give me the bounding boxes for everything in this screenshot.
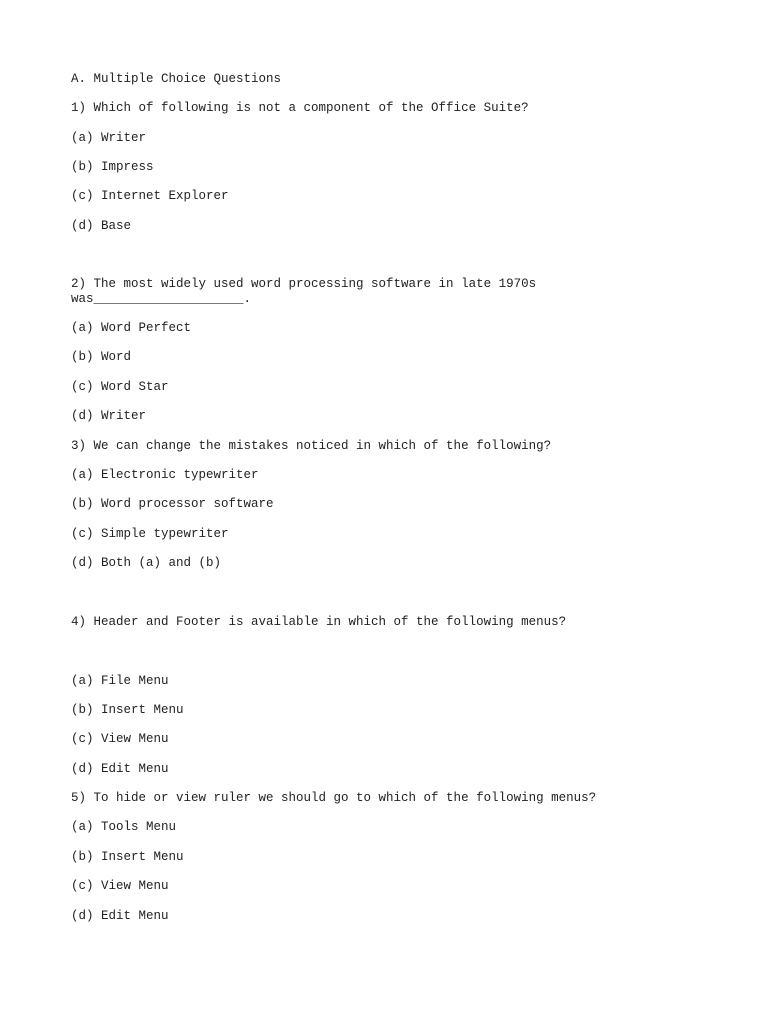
question-2-option-d: (d) Writer: [71, 409, 147, 423]
question-2-option-b: (b) Word: [71, 350, 132, 364]
question-2-text: 2) The most widely used word processing software in late 1970s: [71, 277, 537, 291]
question-2-option-a: (a) Word Perfect: [71, 321, 192, 335]
question-4-option-c: (c) View Menu: [71, 732, 169, 746]
question-2-option-c: (c) Word Star: [71, 380, 169, 394]
section-title: A. Multiple Choice Questions: [71, 72, 282, 86]
question-5-option-a: (a) Tools Menu: [71, 820, 177, 834]
question-3-option-a: (a) Electronic typewriter: [71, 468, 259, 482]
question-1-option-a: (a) Writer: [71, 131, 147, 145]
question-4-option-a: (a) File Menu: [71, 674, 169, 688]
question-4-text: 4) Header and Footer is available in which of the following menus?: [71, 615, 567, 629]
question-3-option-d: (d) Both (a) and (b): [71, 556, 222, 570]
question-1-text: 1) Which of following is not a component of the Office Suite?: [71, 101, 529, 115]
question-1-option-b: (b) Impress: [71, 160, 154, 174]
question-5-option-c: (c) View Menu: [71, 879, 169, 893]
question-3-option-c: (c) Simple typewriter: [71, 527, 229, 541]
question-5-option-b: (b) Insert Menu: [71, 850, 184, 864]
question-5-option-d: (d) Edit Menu: [71, 909, 169, 923]
question-2-text-continued: was____________________.: [71, 292, 252, 306]
question-3-option-b: (b) Word processor software: [71, 497, 274, 511]
question-5-text: 5) To hide or view ruler we should go to which of the following menus?: [71, 791, 597, 805]
question-1-option-c: (c) Internet Explorer: [71, 189, 229, 203]
question-3-text: 3) We can change the mistakes noticed in which of the following?: [71, 439, 552, 453]
question-1-option-d: (d) Base: [71, 219, 132, 233]
question-4-option-d: (d) Edit Menu: [71, 762, 169, 776]
question-4-option-b: (b) Insert Menu: [71, 703, 184, 717]
